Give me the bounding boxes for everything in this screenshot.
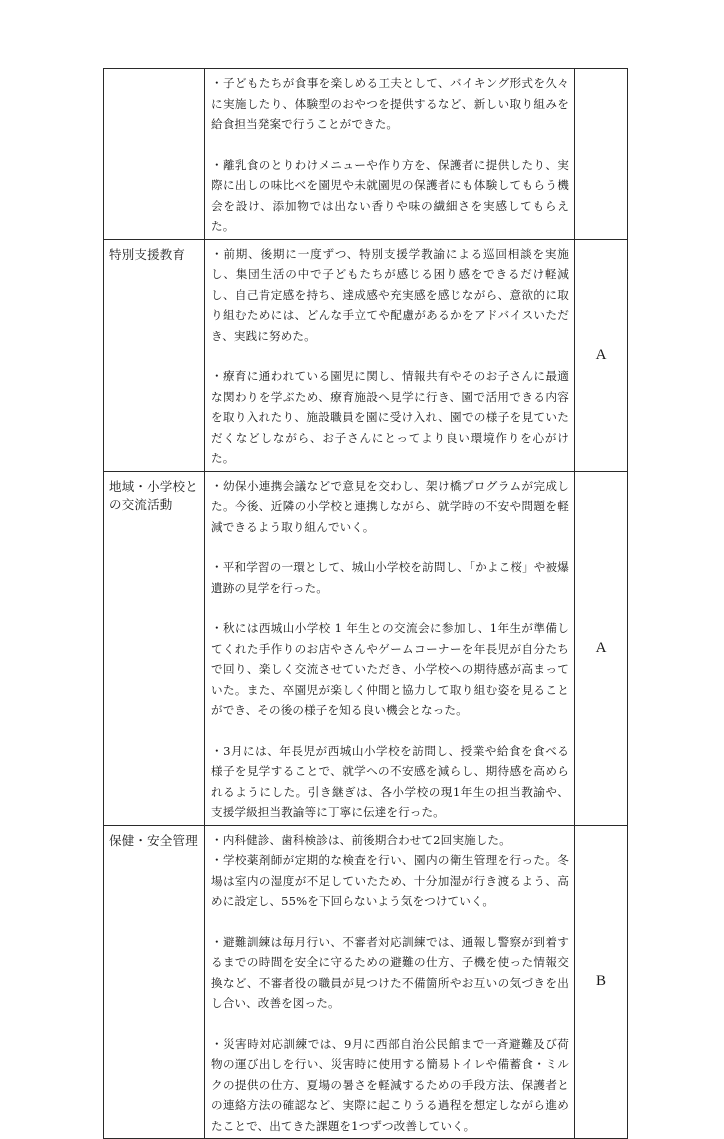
table-row: [104, 471, 628, 825]
paragraph: ・療育に通われている園児に関し、情報共有やそのお子さんに最適な関わりを学ぶため、療育施設へ見学に行き、園で活用できる内容を取り入れたり、施設職員を園に受け入れ、園での様子を見ていただくなどしながら、お子さんにとってより良い環境作りを心がけた。: [211, 369, 569, 465]
paragraph: ・災害時対応訓練では、9月に西部自治公民館まで一斉避難及び荷物の運び出しを行い、災害時に使用する簡易トイレや備蓄食・ミルクの提供の仕方、夏場の暑さを軽減するための手段方法、保護者との連絡方法の確認など、実際に起こりうる過程を想定しながら進めたことで、出てきた課題を1つずつ改善していく。: [211, 1036, 569, 1133]
table-row: [104, 69, 628, 240]
content-cell: [205, 239, 575, 471]
paragraph: ・避難訓練は毎月行い、不審者対応訓練では、通報し警察が到着するまでの時間を安全に守るための避難の仕方、子機を使った情報交換など、不審者役の職員が見つけた不備箇所やお互いの気づきを出し合い、改善を図った。: [211, 934, 569, 1010]
grade-cell: A: [575, 239, 628, 471]
paragraph: ・子どもたちが食事を楽しめる工夫として、バイキング形式を久々に実施したり、体験型のおやつを提供するなど、新しい取り組みを給食担当発案で行うことができた。: [211, 76, 569, 131]
paragraph: ・学校薬剤師が定期的な検査を行い、園内の衛生管理を行った。冬場は室内の湿度が不足していたため、十分加湿が行き渡るよう、高めに設定し、55%を下回らないよう気をつけていく。: [211, 853, 569, 908]
category-cell: 保健・安全管理: [104, 825, 205, 1139]
grade-cell: B: [575, 825, 628, 1139]
table-row: [104, 825, 628, 1139]
paragraph: ・離乳食のとりわけメニューや作り方を、保護者に提供したり、実際に出しの味比べを園児や未就園児の保護者にも体験してもらう機会を設け、添加物では出ない香りや味の繊細さを実感してもらえた。: [211, 157, 569, 233]
paragraph: ・前期、後期に一度ずつ、特別支援学教諭による巡回相談を実施し、集団生活の中で子どもたちが感じる困り感をできるだけ軽減し、自己肯定感を持ち、達成感や充実感を感じながら、意欲的に取り組むためには、どんな手立てや配慮があるかをアドバイスいただき、実践に努めた。: [211, 246, 569, 343]
paragraph: ・3月には、年長児が西城山小学校を訪問し、授業や給食を食べる様子を見学することで、就学への不安感を減らし、期待感を高められるようにした。引き継ぎは、各小学校の現1年生の担当教諭や、支援学級担当教諭等に丁寧に伝達を行った。: [211, 743, 569, 819]
paragraph: ・幼保小連携会議などで意見を交わし、架け橋プログラムが完成した。今後、近隣の小学校と連携しながら、就学時の不安や問題を軽減できるよう取り組んでいく。: [211, 478, 569, 534]
content-cell: [205, 825, 575, 1139]
category-cell: 特別支援教育: [104, 239, 205, 471]
table-row: [104, 239, 628, 471]
paragraph: ・内科健診、歯科検診は、前後期合わせて2回実施した。: [211, 832, 511, 847]
content-cell: [205, 69, 575, 240]
content-cell: [205, 471, 575, 825]
evaluation-table: [103, 68, 628, 1139]
paragraph: ・平和学習の一環として、城山小学校を訪問し、「かよこ桜」や被爆遺跡の見学を行った。: [211, 560, 569, 595]
paragraph: ・秋には西城山小学校 1 年生との交流会に参加し、1年生が準備してくれた手作りのお店やさんやゲームコーナーを年長児が自分たちで回り、楽しく交流させていただき、小学校への期待感が高まっていた。また、卒園児が楽しく仲間と協力して取り組む姿を見ることができ、その後の様子を知る良い機会となった。: [211, 621, 569, 717]
category-cell: [104, 69, 205, 240]
grade-cell: [575, 69, 628, 240]
category-cell: 地域・小学校との交流活動: [104, 471, 205, 825]
grade-cell: A: [575, 471, 628, 825]
